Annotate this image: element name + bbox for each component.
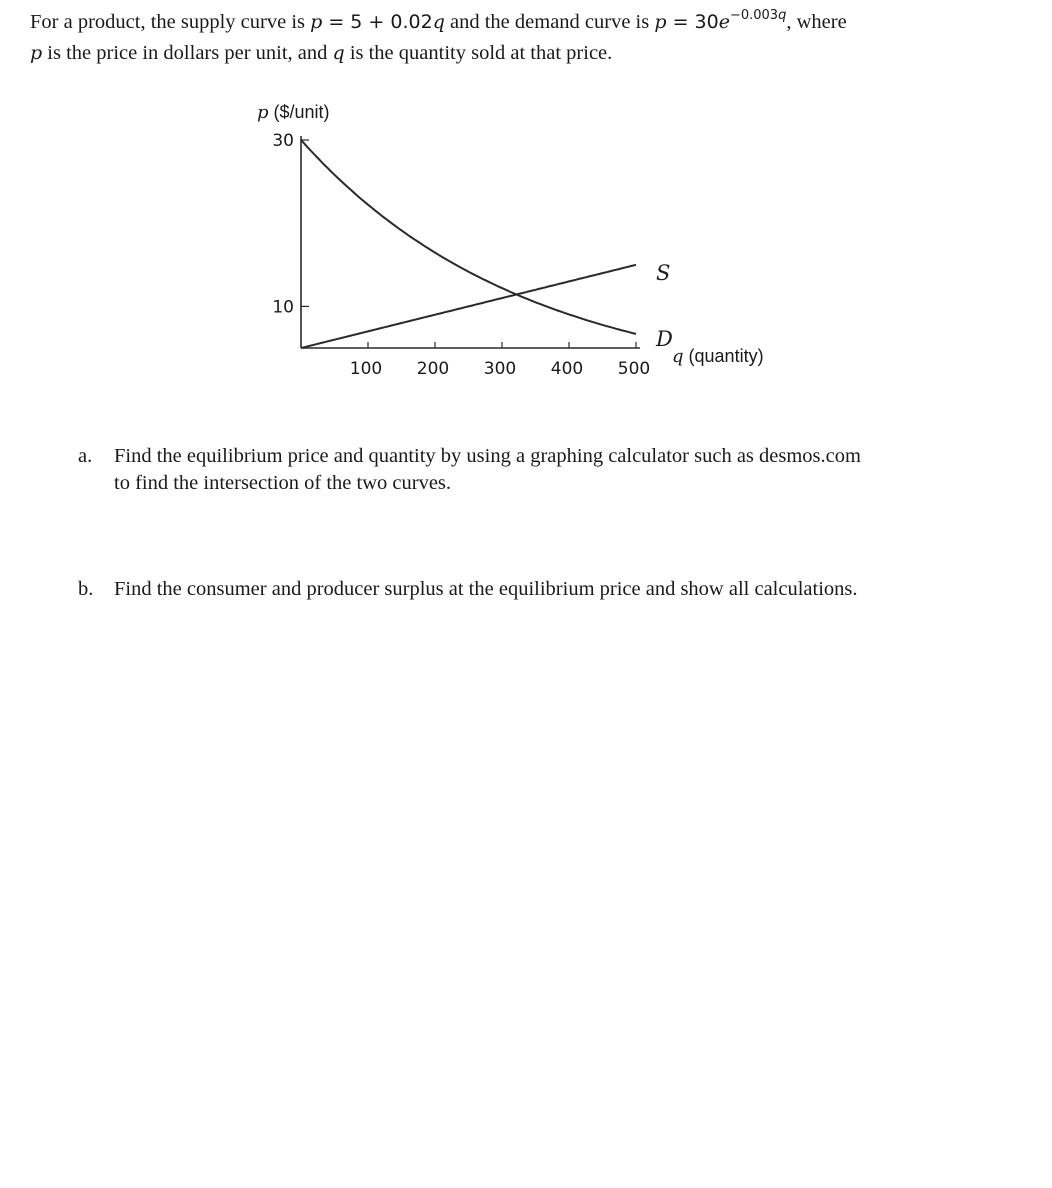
labels-layer <box>257 102 764 379</box>
supply-demand-chart <box>0 0 1052 400</box>
chart-svg <box>0 0 1052 400</box>
demand-exp-q: q <box>778 8 787 23</box>
demand-eq-var: p <box>654 11 667 33</box>
demand-exp-num: −0.003 <box>729 8 779 23</box>
y-tick-label-10: 10 <box>272 297 294 318</box>
demand-eq-rhs: = 30 <box>666 11 719 33</box>
x-tick-label-300: 300 <box>483 359 517 379</box>
series-label-d: D <box>656 326 673 351</box>
supply-eq-var: p <box>310 11 323 33</box>
series-s-curve <box>301 265 636 348</box>
question-b-marker: b. <box>78 578 94 600</box>
x-axis-label: q (quantity) <box>672 346 764 367</box>
x-tick-label-100: 100 <box>349 359 383 379</box>
x-tick-label-200: 200 <box>416 359 450 379</box>
intro-text-3: , where <box>786 11 847 33</box>
y-tick-label-30: 30 <box>272 131 294 151</box>
line2-p-var: p <box>30 42 43 64</box>
intro-text-2: and the demand curve is <box>444 11 655 33</box>
intro-text-4: is the price in dollars per unit, and <box>42 42 333 64</box>
x-tick-label-400: 400 <box>550 359 584 379</box>
axes-layer <box>301 136 640 348</box>
intro-text-5: is the quantity sold at that price. <box>344 42 613 64</box>
x-tick-label-500: 500 <box>617 359 651 379</box>
line2-q-var: q <box>332 42 345 64</box>
supply-eq-rhs: = 5 + 0.02 <box>322 11 433 33</box>
question-a-marker: a. <box>78 445 93 467</box>
supply-eq-q: q <box>432 11 445 33</box>
demand-eq-e: e <box>718 11 730 33</box>
question-a-line-2: to find the intersection of the two curves. <box>114 472 452 494</box>
question-a-line-1: Find the equilibrium price and quantity by using a graphing calculator such as desmos.com <box>114 445 861 467</box>
series-d-curve <box>301 140 636 334</box>
question-b-line-1: Find the consumer and producer surplus at the equilibrium price and show all calculations. <box>114 578 858 600</box>
intro-text-1: For a product, the supply curve is <box>30 11 311 33</box>
curves-layer <box>301 140 636 348</box>
y-axis-label: p ($/unit) <box>257 102 330 123</box>
series-label-s: S <box>656 260 671 285</box>
